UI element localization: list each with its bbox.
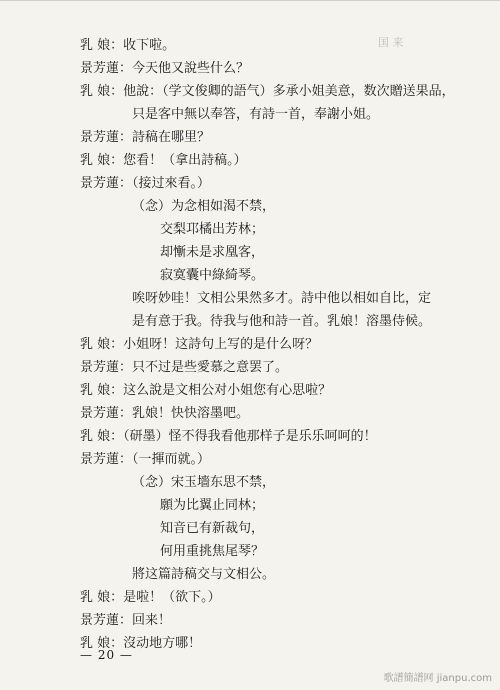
poem-line: 願为比翼止同林； <box>160 498 265 513</box>
dialogue-line: 景芳蓮：今天他又說些什么？ <box>80 61 250 76</box>
dialogue-line: 乳 娘：是啦！（欲下。） <box>80 590 221 605</box>
dialogue-line: 景芳蓮：乳娘！快快溶墨吧。 <box>80 406 250 421</box>
poem-line: 知音已有新裁句， <box>160 521 265 536</box>
dialogue-line: 景芳蓮：詩稿在哪里？ <box>80 130 211 145</box>
dialogue-line: 將这篇詩稿交与文相公。 <box>132 567 276 582</box>
poem-line: 寂寞囊中綠綺琴。 <box>160 268 265 283</box>
dialogue-line: 乳 娘：收下啦。 <box>80 38 176 53</box>
top-divider <box>0 0 500 1</box>
dialogue-line: 是有意于我。待我与他和詩一首。乳娘！溶墨侍候。 <box>132 314 432 329</box>
poem-line: （念）宋玉墻东思不禁， <box>132 475 276 490</box>
dialogue-line: 乳 娘：这么說是文相公对小姐您有心思啦？ <box>80 383 332 398</box>
poem-line: 何用重挑焦尾琴？ <box>160 544 265 559</box>
dialogue-line: 景芳蓮：只不过是些愛慕之意罢了。 <box>80 360 289 375</box>
dialogue-line: 乳 娘：您看！（拿出詩稿。） <box>80 153 247 168</box>
dialogue-line: 景芳蓮：（一揮而就。） <box>80 452 211 467</box>
dialogue-line: 只是客中無以奉答，有詩一首，奉謝小姐。 <box>132 107 380 122</box>
dialogue-line: 乳 娘：（研墨）怪不得我看他那样子是乐乐呵呵的！ <box>80 429 377 444</box>
dialogue-line: 唉呀妙哇！文相公果然多才。詩中他以相如自比，定 <box>132 291 432 306</box>
page-number: — 20 — <box>80 648 133 662</box>
dialogue-line: 乳 娘：他說：（学文俊卿的語气）多承小姐美意，数次贈送果品， <box>80 84 455 99</box>
dialogue-line: 景芳蓮：回来！ <box>80 613 172 628</box>
poem-line: （念）为念相如渴不禁， <box>132 199 276 214</box>
dialogue-line: 乳 娘：小姐呀！这詩句上写的是什么呀？ <box>80 337 319 352</box>
dialogue-line: 景芳蓮：（接过來看。） <box>80 176 211 191</box>
poem-line: 却慚未是求凰客， <box>160 245 265 260</box>
poem-line: 交梨邛橘出芳林； <box>160 222 265 237</box>
faint-stamp-text: 国 来 <box>378 36 404 49</box>
dialogue-line: 乳 娘：沒动地方哪！ <box>80 636 202 651</box>
watermark: 歌譜簡譜网 jianpu.com <box>383 673 492 684</box>
